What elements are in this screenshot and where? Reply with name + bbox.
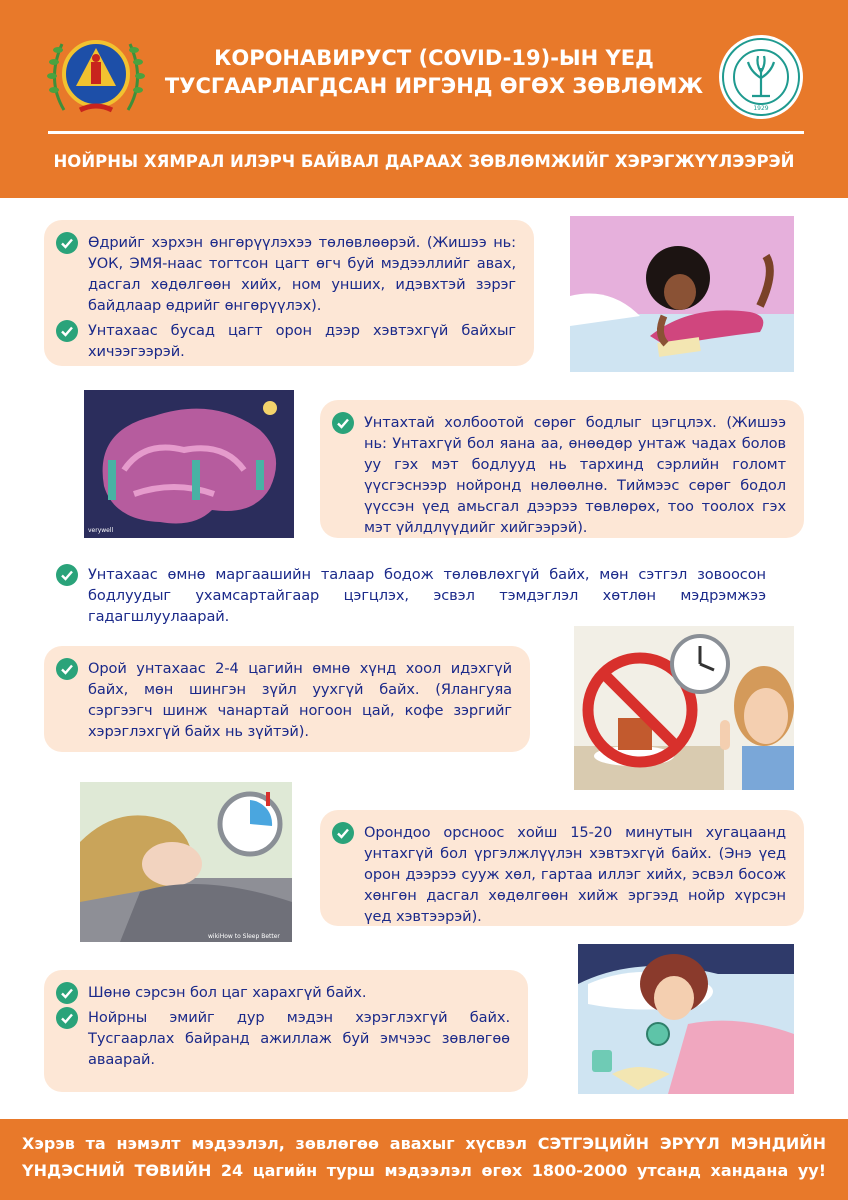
tip-box-4 bbox=[44, 646, 530, 752]
tip-box-1 bbox=[44, 220, 534, 366]
mental-health-center-seal-icon bbox=[718, 34, 804, 120]
tip-box-5 bbox=[320, 810, 804, 926]
check-icon bbox=[332, 822, 354, 844]
check-icon bbox=[332, 412, 354, 434]
page-subtitle: НОЙРНЫ ХЯМРАЛ ИЛЭРЧ БАЙВАЛ ДАРААХ ЗӨВЛӨМЖИЙГ ХЭРЭГЖҮҮЛЭЭРЭЙ bbox=[53, 152, 795, 171]
brain-thoughts-illustration bbox=[84, 390, 294, 538]
tip-item bbox=[364, 412, 786, 538]
tip-item bbox=[364, 822, 786, 927]
check-icon bbox=[56, 1007, 78, 1029]
tip-box-6 bbox=[44, 970, 528, 1092]
tip-item bbox=[88, 1007, 510, 1070]
check-icon bbox=[56, 658, 78, 680]
check-icon bbox=[56, 564, 78, 586]
tip-item bbox=[88, 320, 516, 362]
footer-line-1: Хэрэв та нэмэлт мэдээлэл, зөвлөгөө авахыг хүсвэл СЭТГЭЦИЙН ЭРҮҮЛ МЭНДИЙН bbox=[22, 1134, 826, 1153]
page-title bbox=[160, 44, 708, 100]
tip-text-4: Унтахаас өмнө маргаашийн талаар бодож төлөвлөхгүй байх, мөн сэтгэл зовоосон бодлуудыг ухамсартайгаар цэгцлэх, эсвэл тэмдэглэл хөтлөн мэдрэмжээ гадагшлуулаарай. bbox=[88, 566, 766, 625]
tip-item bbox=[88, 564, 766, 627]
footer-line-2: ҮНДЭСНИЙ ТӨВИЙН 24 цагийн турш мэдээлэл өгөх 1800-2000 утсанд хандана уу! bbox=[22, 1161, 826, 1180]
state-emblem-icon bbox=[44, 30, 148, 118]
tip-item bbox=[88, 232, 516, 316]
tip-box-2 bbox=[320, 400, 804, 538]
header-divider bbox=[48, 131, 804, 134]
tip-text-8: Нойрны эмийг дур мэдэн хэрэглэхгүй байх. Тусгаарлах байранд ажиллаж буй эмчээс зөвлөгөө аваарай. bbox=[88, 1009, 510, 1068]
check-icon bbox=[56, 320, 78, 342]
tip-text-1: Өдрийг хэрхэн өнгөрүүлэхээ төлөвлөөрэй. (Жишээ нь: УОК, ЭМЯ-наас тогтсон цагт өгч буй мэдээллийг авах, дасгал хөдөлгөөн хийх, ном унших, идэвхтэй зэрэг байдлаар өдрийг өнгөрүүлэх). bbox=[88, 234, 516, 314]
seal-year: 1929 bbox=[753, 105, 769, 112]
woman-writing-diary-illustration bbox=[570, 216, 794, 372]
illustration-caption: verywell bbox=[88, 527, 114, 534]
footer-contact-text bbox=[22, 1130, 826, 1184]
tip-text-3: Унтахтай холбоотой сөрөг бодлыг цэгцлэх. (Жишээ нь: Унтахгүй бол яана аа, өнөөдөр унтаж чадах болов уу гэх мэт бодлууд нь тархинд сэрлийн голомт үүсгэснээр нойронд нөлөөлнө. Тиймээс сөрөг бодол үүссэн үед амьсгал дээрээ төвлөрөх, тоо тоолох гэх мэт үйлдлүүдийг хийгээрэй). bbox=[364, 414, 786, 536]
woman-sleeping-clock-illustration bbox=[80, 782, 292, 942]
tip-item bbox=[88, 982, 510, 1003]
tip-text-2: Унтахаас бусад цагт орон дээр хэвтэхгүй байхыг хичээгээрэй. bbox=[88, 322, 516, 360]
no-food-before-bed-illustration bbox=[574, 626, 794, 790]
tip-text-7: Шөнө сэрсэн бол цаг харахгүй байх. bbox=[88, 984, 367, 1001]
woman-awake-holding-clock-illustration bbox=[578, 944, 794, 1094]
tip-text-5: Орой унтахаас 2-4 цагийн өмнө хүнд хоол идэхгүй байх, мөн шингэн зүйл уухгүй байх. (Ялангуяа сэргээгч шинж чанартай ногоон цай, кофе зэргийг хэрэглэхгүй байх нь зүйтэй). bbox=[88, 660, 512, 740]
tip-text-6: Орондоо орсноос хойш 15-20 минутын хугацаанд унтахгүй бол үргэлжлүүлэн хэвтэхгүй байх. (Энэ үед орон дээрээ сууж хөл, гартаа иллэг хийх, эсвэл босож хөнгөн дасгал хөдөлгөөн хийж эргээд нойр хүрсэн үед хэвтээрэй). bbox=[364, 824, 786, 925]
title-line-1: КОРОНАВИРУСТ (COVID-19)-ЫН ҮЕД bbox=[214, 46, 654, 70]
illustration-caption: wikiHow to Sleep Better bbox=[208, 933, 280, 940]
tip-item bbox=[88, 658, 512, 742]
check-icon bbox=[56, 232, 78, 254]
header-banner bbox=[0, 0, 848, 198]
footer-banner bbox=[0, 1119, 848, 1200]
check-icon bbox=[56, 982, 78, 1004]
tip-box-3 bbox=[44, 560, 784, 628]
title-line-2: ТУСГААРЛАГДСАН ИРГЭНД ӨГӨХ ЗӨВЛӨМЖ bbox=[164, 74, 704, 98]
